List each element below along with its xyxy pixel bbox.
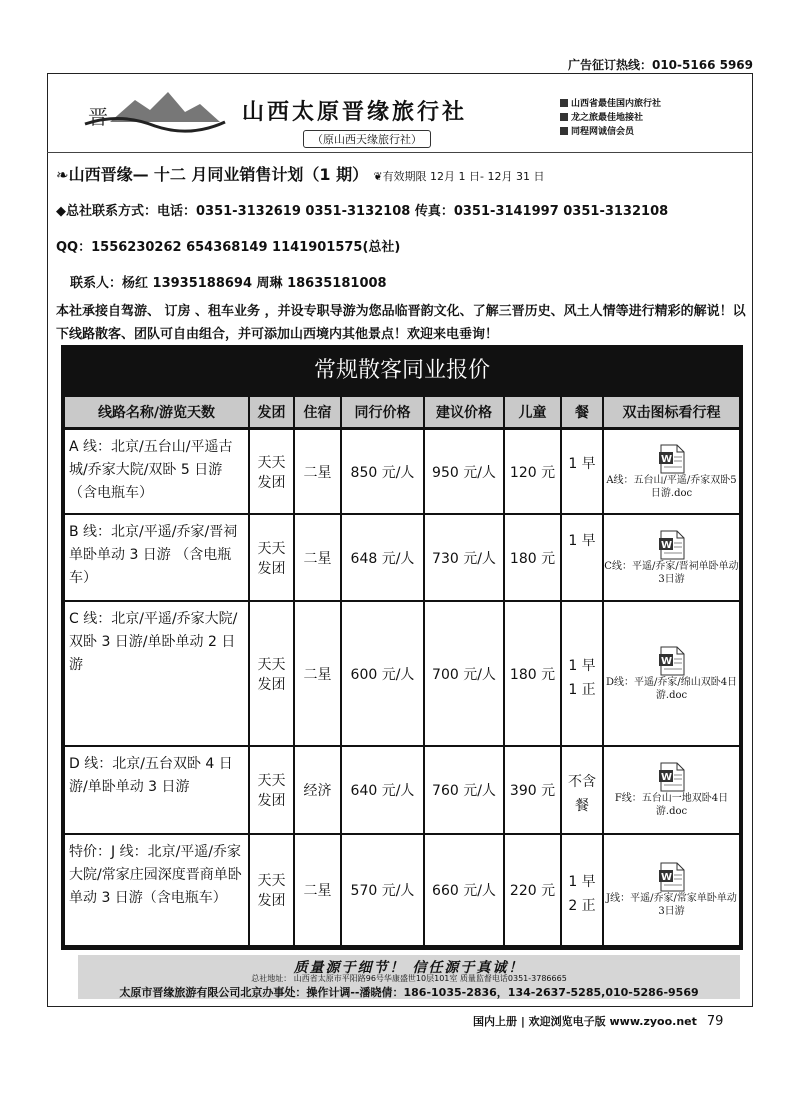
col-suggest-price: 建议价格 (425, 397, 503, 427)
intro-text: 本社承接自驾游、 订房 、租车业务 ，并设专职导游为您品临晋韵文化、了解三晋历史、风土人情等进行精彩的解说！以下线路散客、团队可自由组合，并可添加山西境内其他景点！欢迎来电垂询！ (56, 304, 746, 342)
table-row (65, 602, 739, 745)
word-document-icon[interactable] (659, 762, 685, 792)
svg-text:晋: 晋 (88, 105, 108, 129)
square-bullet-icon (560, 113, 568, 121)
slogan: 质量源于细节！ 信任源于真诚！ (293, 960, 525, 976)
bottom-bar (473, 1013, 723, 1029)
table-row (65, 747, 739, 833)
svg-text:W: W (660, 539, 672, 551)
contact-qq: QQ：1556230262 654368149 1141901575(总社) (56, 240, 401, 255)
depart-cell: 天天发团 (250, 835, 293, 945)
table-title: 常规散客同业报价 (313, 358, 490, 383)
depart-cell: 天天发团 (250, 602, 293, 745)
head-office-address: 总社地址： 山西省太原市平阳路96号华康盛世10层101室 质量监督电话0351-3786665 (251, 974, 567, 983)
plan-title: ❧山西晋缘— 十二 月同业销售计划（1 期） ❦有效期限 12月 1 日- 12月 31 日 (56, 165, 545, 184)
child-price-cell: 180 元 (505, 602, 560, 745)
suggest-price-cell: 730 元/人 (425, 515, 503, 600)
hotel-cell: 二星 (295, 835, 340, 945)
route-cell: A 线：北京/五台山/平遥古城/乔家大院/双卧 5 日游（含电瓶车） (65, 430, 248, 513)
price-table (61, 345, 743, 950)
route-cell: C 线：北京/平遥/乔家大院/双卧 3 日游/单卧单动 2 日游 (65, 602, 248, 745)
peer-price-cell: 648 元/人 (342, 515, 423, 600)
itinerary-doc-label[interactable]: F线：五台山一地双卧4日游.doc (614, 793, 729, 817)
depart-cell: 天天发团 (250, 430, 293, 513)
route-cell: 特价：J 线：北京/平遥/乔家大院/常家庄园深度晋商单卧单动 3 日游（含电瓶车） (65, 835, 248, 945)
word-document-icon[interactable] (659, 646, 685, 676)
itinerary-doc-link[interactable] (604, 515, 739, 600)
meal-item: 2 正 (568, 898, 596, 914)
square-bullet-icon (560, 99, 568, 107)
table-header-row (65, 397, 739, 427)
square-bullet-icon (560, 127, 568, 135)
child-price-cell: 390 元 (505, 747, 560, 833)
col-child: 儿童 (505, 397, 560, 427)
svg-text:W: W (660, 872, 672, 883)
itinerary-doc-link[interactable] (604, 747, 739, 833)
meal-cell (562, 515, 602, 600)
svg-text:W: W (660, 655, 672, 667)
agency-former-name: （原山西天缘旅行社） (303, 130, 431, 148)
table-row (65, 430, 739, 513)
suggest-price-cell: 660 元/人 (425, 835, 503, 945)
depart-cell: 天天发团 (250, 747, 293, 833)
hotel-cell: 二星 (295, 515, 340, 600)
col-itinerary: 双击图标看行程 (604, 397, 739, 427)
word-document-icon[interactable] (659, 444, 685, 474)
suggest-price-cell: 700 元/人 (425, 602, 503, 745)
meal-item: 1 正 (568, 681, 596, 698)
col-depart: 发团 (250, 397, 293, 427)
honor-item: 山西省最佳国内旅行社 (560, 97, 661, 111)
divider (47, 152, 753, 153)
itinerary-doc-label[interactable]: C线：平遥/乔家/晋祠单卧单动3日游 (604, 560, 739, 585)
leaf-icon: ❧ (56, 166, 69, 184)
col-meal: 餐 (562, 397, 602, 427)
child-price-cell: 220 元 (505, 835, 560, 945)
meal-item: 不含 (568, 774, 596, 790)
footer-strip (78, 955, 740, 999)
word-document-icon[interactable] (659, 530, 685, 560)
peer-price-cell: 850 元/人 (342, 430, 423, 513)
itinerary-doc-link[interactable] (604, 602, 739, 745)
mountain-logo-icon (80, 82, 230, 138)
table-row (65, 515, 739, 600)
meal-item: 餐 (575, 798, 589, 814)
contact-phones: ◆总社联系方式：电话：0351-3132619 0351-3132108 传真：0351-3141997 0351-3132108 (56, 204, 669, 219)
agency-honors (560, 97, 661, 139)
svg-text:W: W (660, 453, 672, 465)
itinerary-doc-label[interactable]: A线：五台山/平遥/乔家双卧5日游.doc (606, 474, 737, 499)
table-row (65, 835, 739, 945)
contact-people: 联系人：杨红 13935188694 周琳 18635181008 (70, 276, 387, 291)
bottom-text: 国内上册 | 欢迎浏览电子版 www.zyoo.net (473, 1015, 697, 1028)
word-document-icon[interactable] (659, 862, 685, 892)
col-peer-price: 同行价格 (342, 397, 423, 427)
peer-price-cell: 600 元/人 (342, 602, 423, 745)
meal-cell (562, 747, 602, 833)
meal-item: 1 早 (568, 657, 596, 674)
beijing-office: 太原市晋缘旅游有限公司北京办事处：操作计调--潘晓倩：186-1035-2836，134-2637-5285,010-5286-9569 (119, 986, 699, 999)
route-cell: B 线：北京/平遥/乔家/晋祠单卧单动 3 日游 （含电瓶车） (65, 515, 248, 600)
svg-text:W: W (660, 772, 672, 783)
meal-cell (562, 835, 602, 945)
meal-item: 1 早 (568, 455, 596, 472)
itinerary-doc-link[interactable] (604, 430, 739, 513)
meal-cell (562, 430, 602, 513)
child-price-cell: 180 元 (505, 515, 560, 600)
page-number: 79 (706, 1014, 724, 1029)
peer-price-cell: 570 元/人 (342, 835, 423, 945)
meal-item: 1 早 (568, 874, 596, 890)
ad-hotline: 广告征订热线：010-5166 5969 (567, 58, 753, 72)
itinerary-doc-label[interactable]: D线：平遥/乔家/绵山双卧4日游.doc (605, 676, 738, 701)
agency-name: 山西太原晋缘旅行社 (242, 99, 468, 125)
peer-price-cell: 640 元/人 (342, 747, 423, 833)
hotel-cell: 经济 (295, 747, 340, 833)
route-cell: D 线：北京/五台双卧 4 日游/单卧单动 3 日游 (65, 747, 248, 833)
meal-cell (562, 602, 602, 745)
itinerary-doc-link[interactable] (604, 835, 739, 945)
col-hotel: 住宿 (295, 397, 340, 427)
suggest-price-cell: 760 元/人 (425, 747, 503, 833)
honor-item: 龙之旅最佳地接社 (560, 111, 661, 125)
itinerary-doc-label[interactable]: J线：平遥/乔家/常家单卧单动3日游 (606, 893, 737, 917)
suggest-price-cell: 950 元/人 (425, 430, 503, 513)
child-price-cell: 120 元 (505, 430, 560, 513)
col-route: 线路名称/游览天数 (65, 397, 248, 427)
depart-cell: 天天发团 (250, 515, 293, 600)
hotel-cell: 二星 (295, 602, 340, 745)
meal-item: 1 早 (568, 533, 596, 549)
honor-item: 同程网诚信会员 (560, 125, 661, 139)
validity: ❦有效期限 12月 1 日- 12月 31 日 (373, 170, 545, 183)
hotel-cell: 二星 (295, 430, 340, 513)
